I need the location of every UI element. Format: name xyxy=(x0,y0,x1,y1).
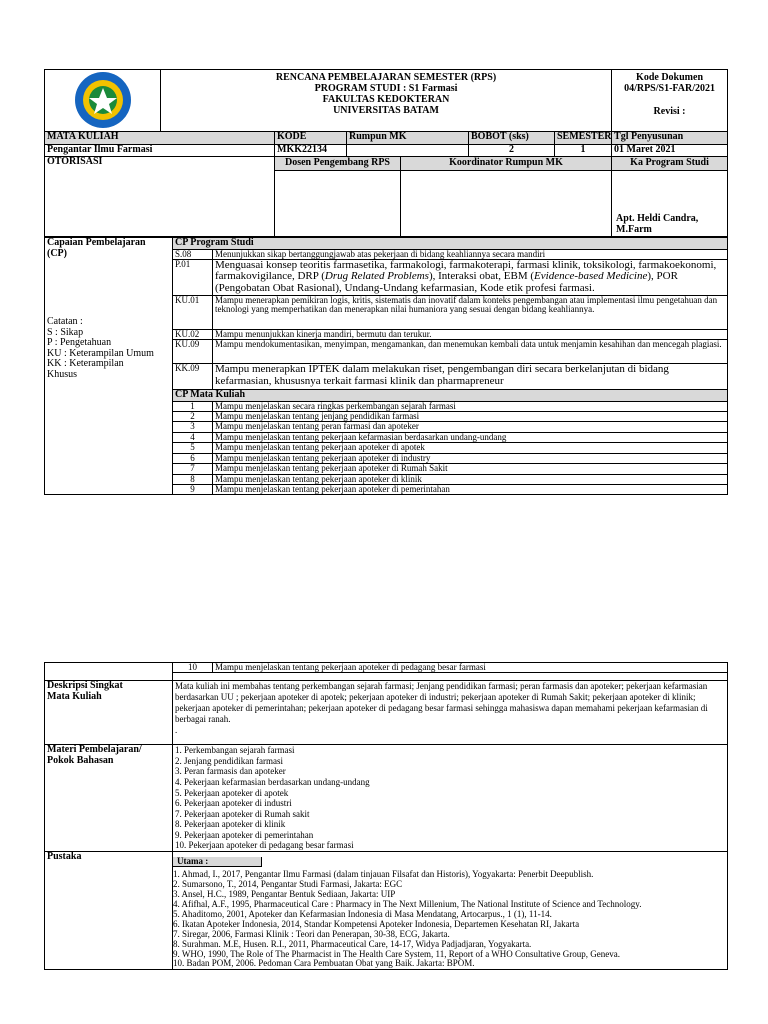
cp-label: (CP) xyxy=(47,247,67,259)
cp-note: Catatan : xyxy=(47,316,83,327)
cpmk-no: 5 xyxy=(173,443,213,453)
cp-text: Menunjukkan sikap bertanggungjawab atas pekerjaan di bidang keahliannya secara mandiri xyxy=(213,249,728,259)
cp-text: Mampu menunjukkan kinerja mandiri, bermutu dan terukur. xyxy=(213,329,728,339)
cp-code: S.08 xyxy=(173,249,213,259)
course-name: Pengantar Ilmu Farmasi xyxy=(45,145,275,157)
pustaka-item: 2. Sumarsono, T., 2014, Pengantar Studi Farmasi, Jakarta: EGC xyxy=(173,879,403,890)
pustaka-item: 4. Afifhal, A.F., 1995, Pharmaceutical Care : Pharmacy in The Next Millenium, The National Institute of Science and Technology. xyxy=(173,899,642,910)
rps-page2-table xyxy=(44,662,728,970)
pustaka-item: 9. WHO, 1990, The Role of The Pharmacist in The Health Care System, 11, Report of a WHO Consultative Group, Geneva. xyxy=(173,948,620,959)
cp-code: KU.09 xyxy=(173,340,213,364)
koordinator-cell xyxy=(401,157,612,237)
dosen-pengembang-cell xyxy=(275,157,401,237)
title-line: RENCANA PEMBELAJARAN SEMESTER (RPS) xyxy=(275,72,497,83)
cpmk-text: Mampu menjelaskan tentang pekerjaan kefarmasian berdasarkan undang-undang xyxy=(213,432,728,442)
materi-item: 2. Jenjang pendidikan farmasi xyxy=(175,755,283,766)
empty-label-cell xyxy=(45,663,173,681)
cp-label: Capaian Pembelajaran xyxy=(47,237,146,248)
materi-item: 6. Pekerjaan apoteker di industri xyxy=(175,798,292,809)
label-semester: SEMESTER xyxy=(555,132,612,145)
cp-prodi-header: CP Program Studi xyxy=(173,238,728,250)
deskripsi-cell xyxy=(173,681,728,745)
cpmk-text: Mampu menjelaskan tentang pekerjaan apoteker di pemerintahan xyxy=(213,485,728,495)
materi-label: Pokok Bahasan xyxy=(47,754,114,766)
materi-label: Materi Pembelajaran/ xyxy=(47,744,142,756)
dosen-label: Dosen Pengembang RPS xyxy=(275,157,400,171)
kaprodi-cell xyxy=(612,157,728,237)
pustaka-label: Pustaka xyxy=(45,851,173,970)
deskripsi-text: Mata kuliah ini membahas tentang perkembangan sejarah farmasi; Jenjang pendidikan farmasi; peran farmasis dan apoteker; pekerjaan kefarmasian berdasarkan UU ; pekerjaan apoteker di apotek; pekerjaan apoteker di industri; pekerjaan apoteker di Rumah Sakit; pekerjaan apoteker di klinik; pekerjaan apoteker di pemerintahan; pekerjaan apoteker di pedagang besar farmasi sehingga mahasiswa dapan memahami pekerjaan kefarmasian di berbagai ranah. xyxy=(175,681,708,724)
cp-text: Mampu mendokumentasikan, menyimpan, mengamankan, dan menemukan kembali data untuk menjamin kesahihan dan mencegah plagiasi. xyxy=(213,340,728,364)
cp-code: KU.01 xyxy=(173,295,213,329)
cp-text: Menguasai konsep teoritis farmasetika, farmakologi, farmakoterapi, farmasi klinik, toksikologi, farmakoekonomi, farmakovigilance, DRP (Drug Related Problems), Interaksi obat, EBM (Evidence-based Medicine), POR (Pengobatan Obat Rasional), Undang-Undang kefarmasian, Kode etik profesi farmasi. xyxy=(213,259,728,295)
cpmk-no: 3 xyxy=(173,422,213,432)
pustaka-item: 8. Surahman. M.E, Husen. R.I., 2011, Pharmaceutical Care, 14-17, Widya Padjadjaran, Yogyakarta. xyxy=(173,938,532,949)
cpmk-text: Mampu menjelaskan tentang peran farmasi dan apoteker xyxy=(213,422,728,432)
deskripsi-label: Mata Kuliah xyxy=(47,690,102,702)
cpmk-text: Mampu menjelaskan tentang pekerjaan apoteker di Rumah Sakit xyxy=(213,464,728,474)
cpmk-no: 6 xyxy=(173,453,213,463)
label-rumpun: Rumpun MK xyxy=(347,132,469,145)
pustaka-item: 5. Ahaditomo, 2001, Apoteker dan Kefarmasian Indonesia di Masa Mendatang, Artocarpus., 1 (1), 11-14. xyxy=(173,908,552,919)
logo-cell xyxy=(45,70,161,132)
title-line: UNIVERSITAS BATAM xyxy=(333,105,439,116)
cp-text: Mampu menerapkan pemikiran logis, kritis, sistematis dan inovatif dalam konteks pengembangan atau implementasi ilmu pengetahuan dan teknologi yang memperhatikan dan menerapkan nilai humaniora yang sesuai dengan bidang keahliannya. xyxy=(213,295,728,329)
cpmk-no: 2 xyxy=(173,411,213,421)
doc-code: 04/RPS/S1-FAR/2021 xyxy=(624,83,715,94)
cp-note: KU : Keterampilan Umum xyxy=(47,347,154,359)
document-title xyxy=(161,70,612,132)
pustaka-item: 6. Ikatan Apoteker Indonesia, 2014, Standar Kompetensi Apoteker Indonesia, Departemen Kesehatan RI, Jakarta xyxy=(173,918,580,929)
title-line: PROGRAM STUDI : S1 Farmasi xyxy=(314,83,458,94)
cp-code: KU.02 xyxy=(173,329,213,339)
materi-item: 3. Peran farmasis dan apoteker xyxy=(175,766,286,777)
materi-item: 1. Perkembangan sejarah farmasi xyxy=(175,745,295,756)
spacer-cell xyxy=(173,673,728,681)
course-code: MKK22134 xyxy=(275,145,347,157)
cpmk-text: Mampu menjelaskan secara ringkas perkembangan sejarah farmasi xyxy=(213,401,728,411)
label-tgl: Tgl Penyusunan xyxy=(612,132,728,145)
cp-text: Mampu menerapkan IPTEK dalam melakukan riset, pengembangan diri secara berkelanjutan di bidang kefarmasian, khususnya terkait farmasi klinik dan pharmapreneur xyxy=(213,364,728,390)
utama-label: Utama : xyxy=(173,857,262,868)
kaprodi-name: Apt. Heldi Candra, M.Farm xyxy=(616,213,699,235)
pustaka-item: 10. Badan POM, 2006. Pedoman Cara Pembuatan Obat yang Baik. Jakarta: BPOM. xyxy=(173,958,475,969)
course-bobot: 2 xyxy=(469,145,555,157)
label-mata-kuliah: MATA KULIAH xyxy=(45,132,275,145)
cpmk-text: Mampu menjelaskan tentang pekerjaan apoteker di apotek xyxy=(213,443,728,453)
revision-label: Revisi : xyxy=(653,106,686,117)
cpmk-text: Mampu menjelaskan tentang jenjang pendidikan farmasi xyxy=(213,411,728,421)
cpmk-text: Mampu menjelaskan tentang pekerjaan apoteker di klinik xyxy=(213,474,728,484)
pustaka-item: 1. Ahmad, I., 2017, Pengantar Ilmu Farmasi (dalam tinjauan Filsafat dan Historis), Yogyakarta: Penerbit Deepublish. xyxy=(173,869,594,880)
kaprodi-label: Ka Program Studi xyxy=(612,157,727,171)
label-bobot: BOBOT (sks) xyxy=(469,132,555,145)
course-semester: 1 xyxy=(555,145,612,157)
materi-item: 9. Pekerjaan apoteker di pemerintahan xyxy=(175,829,314,840)
cp-note: KK : Keterampilan xyxy=(47,358,124,369)
cpmk-text: Mampu menjelaskan tentang pekerjaan apoteker di pedagang besar farmasi xyxy=(213,663,728,673)
deskripsi-label: Deskripsi Singkat xyxy=(47,680,123,692)
cpmk-no: 9 xyxy=(173,485,213,495)
cpmk-no: 1 xyxy=(173,401,213,411)
cpmk-no: 10 xyxy=(173,663,213,673)
materi-item: 4. Pekerjaan kefarmasian berdasarkan undang-undang xyxy=(175,776,370,787)
koordinator-label: Koordinator Rumpun MK xyxy=(401,157,611,171)
cp-note: Khusus xyxy=(47,368,78,380)
pustaka-cell xyxy=(173,851,728,970)
cpmk-no: 7 xyxy=(173,464,213,474)
cp-mk-header: CP Mata Kuliah xyxy=(173,390,728,402)
course-rumpun xyxy=(347,145,469,157)
cpmk-no: 8 xyxy=(173,474,213,484)
pustaka-item: 7. Siregar, 2006, Farmasi Klinik : Teori dan Penerapan, 30-38, ECG, Jakarta. xyxy=(173,928,450,939)
materi-cell xyxy=(173,745,728,851)
materi-label-cell xyxy=(45,745,173,851)
cp-note: S : Sikap xyxy=(47,326,84,338)
cpmk-no: 4 xyxy=(173,432,213,442)
university-logo-icon xyxy=(63,70,143,130)
otorisasi-label: OTORISASI xyxy=(45,157,275,237)
pustaka-item: 3. Ansel, H.C., 1989, Pengantar Bentuk Sediaan, Jakarta: UIP xyxy=(173,889,396,900)
cp-note: P : Pengetahuan xyxy=(47,337,112,348)
materi-item: 7. Pekerjaan apoteker di Rumah sakit xyxy=(175,808,310,819)
deskripsi-label-cell xyxy=(45,681,173,745)
cp-code: KK.09 xyxy=(173,364,213,390)
deskripsi-tail: . xyxy=(175,724,178,735)
cp-table xyxy=(44,237,728,495)
materi-item: 5. Pekerjaan apoteker di apotek xyxy=(175,787,289,798)
course-date: 01 Maret 2021 xyxy=(612,145,728,157)
rps-header-table xyxy=(44,69,728,237)
title-line: FAKULTAS KEDOKTERAN xyxy=(322,94,450,105)
doc-code-label: Kode Dokumen xyxy=(636,72,703,83)
materi-item: 8. Pekerjaan apoteker di klinik xyxy=(175,819,286,830)
materi-item: 10. Pekerjaan apoteker di pedagang besar farmasi xyxy=(175,840,354,851)
cpmk-text: Mampu menjelaskan tentang pekerjaan apoteker di industry xyxy=(213,453,728,463)
cp-label-cell xyxy=(45,238,173,495)
label-kode: KODE xyxy=(275,132,347,145)
document-code-cell xyxy=(612,70,728,132)
cp-code: P.01 xyxy=(173,259,213,295)
